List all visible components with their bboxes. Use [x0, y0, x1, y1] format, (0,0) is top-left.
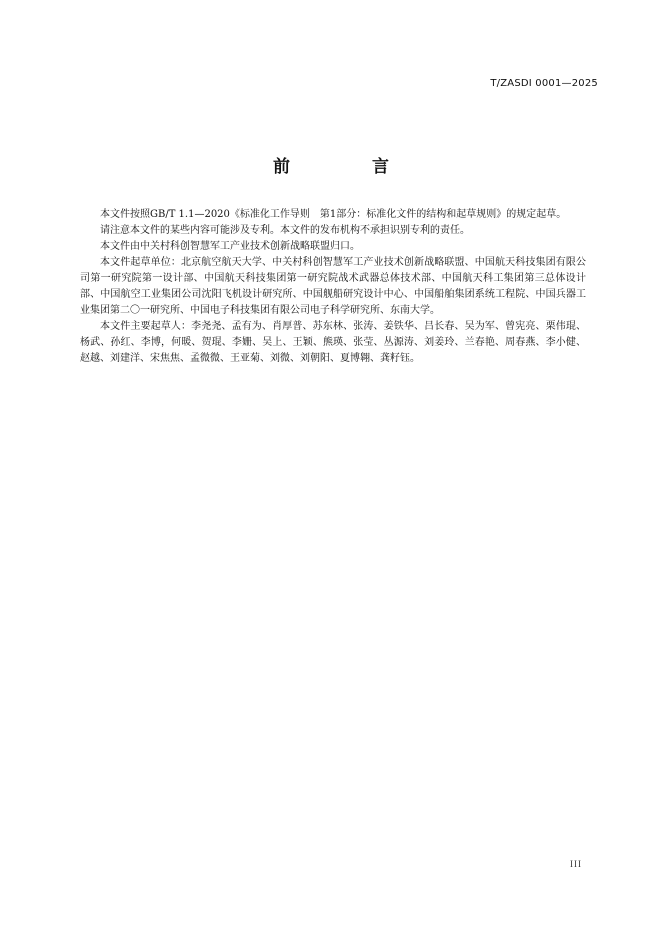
paragraph-drafting-units: 本文件起草单位：北京航空航天大学、中关村科创智慧军工产业技术创新战略联盟、中国航天科技集团有限公司第一研究院第一设计部、中国航天科技集团第一研究院战术武器总体技术部、中国航天科工集团第三总体设计部、中国航空工业集团公司沈阳飞机设计研究所、中国舰船研究设计中心、中国船舶集团系统工程院、中国兵器工业集团第二〇一研究所、中国电子科技集团有限公司电子科学研究所、东南大学。 [80, 257, 586, 316]
paragraph-responsible-org: 本文件由中关村科创智慧军工产业技术创新战略联盟归口。 [100, 241, 360, 252]
paragraph-drafting-rules: 本文件按照GB/T 1.1—2020《标准化工作导则 第1部分：标准化文件的结构和起草规则》的规定起草。 [100, 209, 567, 220]
paragraph-patent-notice: 请注意本文件的某些内容可能涉及专利。本文件的发布机构不承担识别专利的责任。 [100, 225, 470, 236]
paragraph-main-drafters: 本文件主要起草人：李尧尧、孟有为、肖厚普、苏东林、张涛、姜铁华、吕长春、吴为军、曾宪亮、栗伟琨、杨武、孙红、李博，何暖、贺琨、李姗、吴上、王颖、熊瑛、张莹、丛源涛、刘姜玲、兰春艳、周春燕、李小健、赵越、刘建洋、宋焦焦、孟微微、王亚菊、刘微、刘朝阳、夏博翱、龚籽钰。 [80, 321, 586, 364]
page-title: 前 言 [273, 157, 427, 177]
foreword-body [80, 207, 586, 367]
document-code: T/ZASDI 0001—2025 [490, 78, 598, 89]
page-number: III [570, 859, 582, 869]
